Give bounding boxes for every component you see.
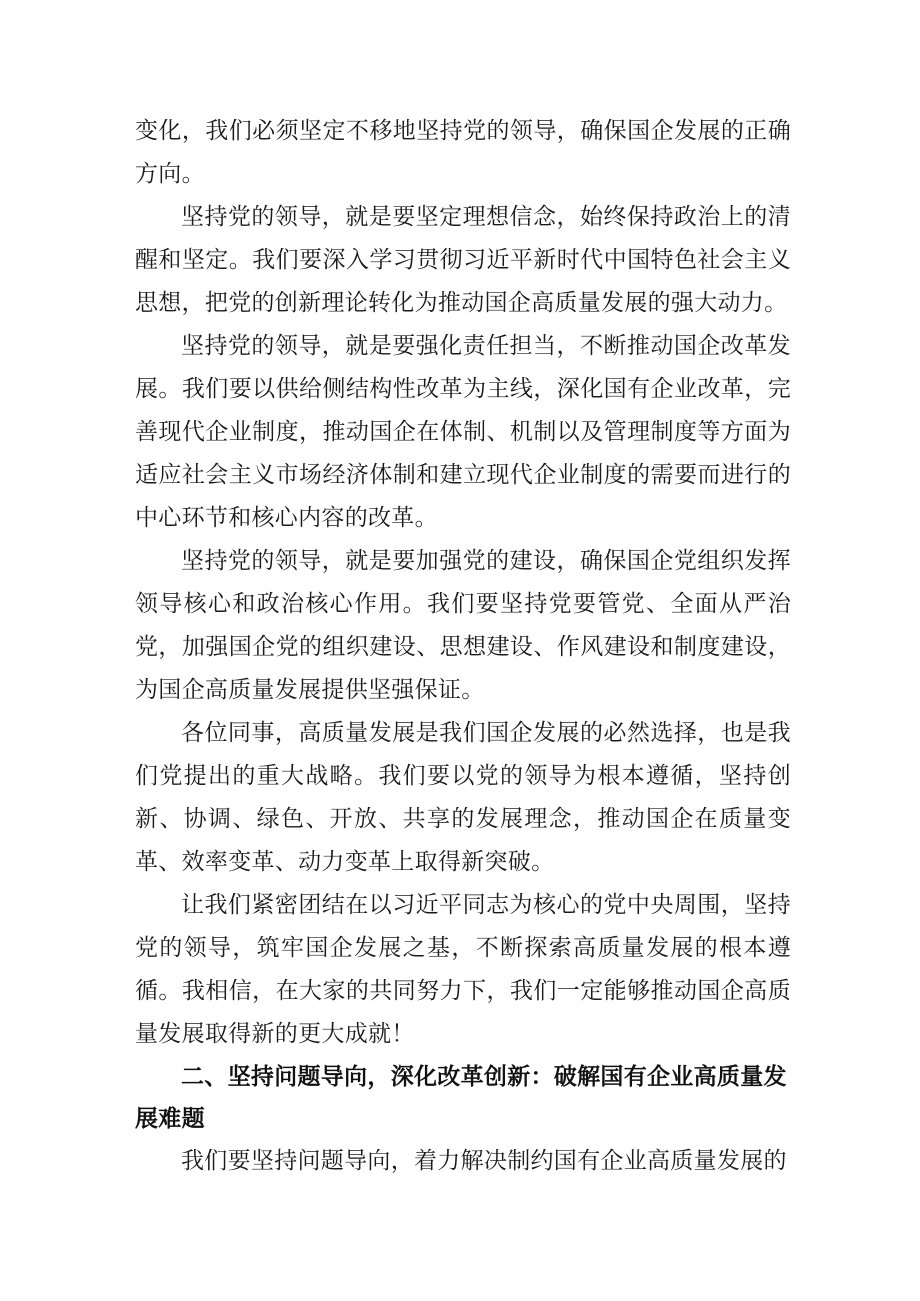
paragraph-closing: 让我们紧密团结在以习近平同志为核心的党中央周围，坚持党的领导，筑牢国企发展之基，不断探索高质量发展的根本遵循。我相信，在大家的共同努力下，我们一定能够推动国企高质量发展取得新的更大成就！ xyxy=(135,892,791,1047)
section-heading: 二、坚持问题导向，深化改革创新：破解国有企业高质量发展难题 xyxy=(135,1064,787,1132)
paragraph-responsibility: 坚持党的领导，就是要强化责任担当，不断推动国企改革发展。我们要以供给侧结构性改革为主线，深化国有企业改革，完善现代企业制度，推动国企在体制、机制以及管理制度等方面为适应社会主义市场经济体制和建立现代企业制度的需要而进行的中心环节和核心内容的改革。 xyxy=(135,333,791,531)
paragraph-continuation: 变化，我们必须坚定不移地坚持党的领导，确保国企发展的正确方向。 xyxy=(135,118,791,187)
paragraph-party-building: 坚持党的领导，就是要加强党的建设，确保国企党组织发挥领导核心和政治核心作用。我们要坚持党要管党、全面从严治党，加强国企党的组织建设、思想建设、作风建设和制度建设，为国企高质量发展提供坚强保证。 xyxy=(135,548,791,703)
paragraph-high-quality-development: 各位同事，高质量发展是我们国企发展的必然选择，也是我们党提出的重大战略。我们要以党的领导为根本遵循，坚持创新、协调、绿色、开放、共享的发展理念，推动国企在质量变革、效率变革、动力变革上取得新突破。 xyxy=(135,720,791,875)
paragraph-problem-orientation: 我们要坚持问题导向，着力解决制约国有企业高质量发展的 xyxy=(181,1148,787,1174)
paragraph-ideals: 坚持党的领导，就是要坚定理想信念，始终保持政治上的清醒和坚定。我们要深入学习贯彻习近平新时代中国特色社会主义思想，把党的创新理论转化为推动国企高质量发展的强大动力。 xyxy=(135,204,791,316)
document-body xyxy=(135,110,791,1183)
